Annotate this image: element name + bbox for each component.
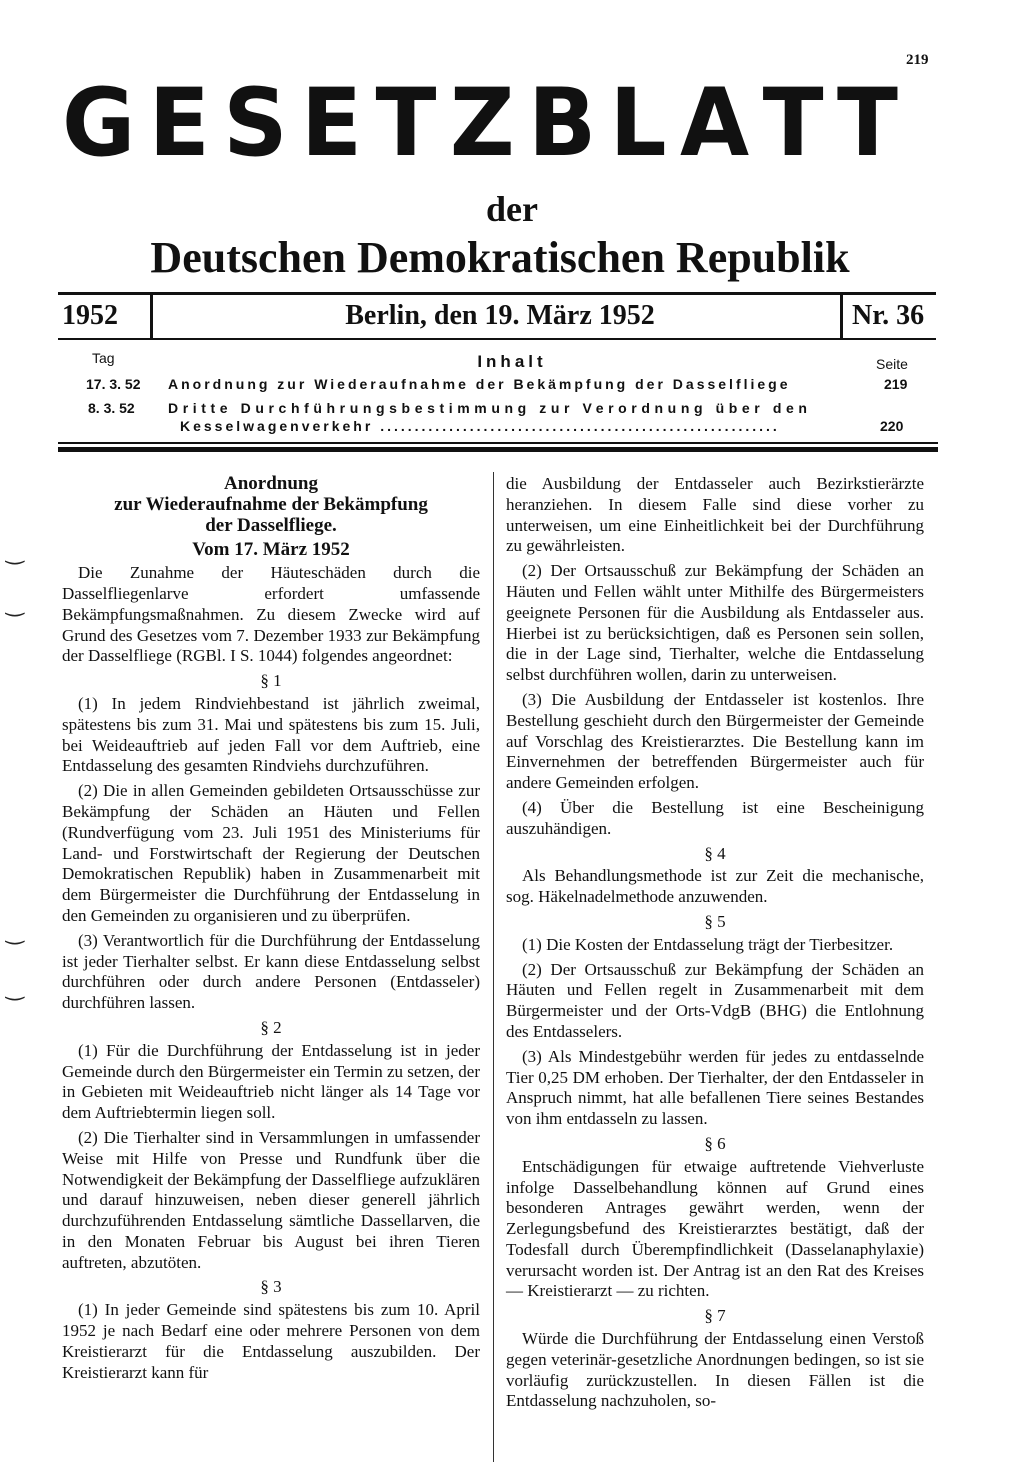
- margin-mark: ‿: [6, 540, 24, 565]
- masthead-letter: A: [680, 69, 750, 178]
- toc-rule-1: [58, 442, 938, 444]
- issue-rule-bottom: [58, 338, 936, 340]
- margin-mark: ‿: [6, 920, 24, 945]
- masthead-letter: S: [223, 69, 288, 178]
- masthead-letter: T: [375, 69, 437, 178]
- toc-entry-date: 8. 3. 52: [88, 400, 135, 416]
- toc-entry-date: 17. 3. 52: [86, 376, 141, 392]
- right-column: [506, 474, 924, 1416]
- paragraph: (3) Als Mindestgebühr werden für jedes zu entdasselnde Tier 0,25 DM erhoben. Der Tierhalter, der den Entdasseler in Anspruch nimmt, hat alle befallenen Tiere seines Bestandes von ihm entdasseln zu lassen.: [506, 1046, 924, 1129]
- margin-mark: ‿: [6, 592, 24, 617]
- margin-mark: ‿: [6, 976, 24, 1001]
- toc-entry-page: 220: [880, 418, 904, 434]
- column-divider: [493, 472, 494, 1462]
- left-column: [62, 474, 480, 1387]
- issue-divider-1: [150, 294, 153, 338]
- section-heading: § 7: [704, 1306, 726, 1326]
- ordinance-heading: zur Wiederaufnahme der Bekämpfung: [114, 493, 428, 515]
- issue-place-date: Berlin, den 19. März 1952: [345, 300, 655, 331]
- issue-number: Nr. 36: [852, 300, 925, 331]
- paragraph: (4) Über die Bestellung ist eine Bescheinigung auszuhändigen.: [506, 797, 924, 838]
- toc-title: Inhalt: [477, 352, 547, 371]
- toc-entry: [0, 400, 1024, 440]
- masthead-letter: L: [609, 69, 667, 178]
- masthead-letter: E: [301, 69, 363, 178]
- paragraph: (3) Verantwortlich für die Durchführung der Entdasselung ist jeder Tierhalter selbst. Er kann diese Entdasselung selbst durchführen oder durch andere Personen (Entdasseler) durchführen lassen.: [62, 930, 480, 1013]
- section-heading: § 1: [260, 671, 282, 691]
- paragraph: Entschädigungen für etwaige auftretende Viehverluste infolge Dasselbehandlung können auf Grund eines besonderen Antrages gewährt werden, wenn der Zerlegungsbefund des Kreistierarztes bestätigt, daß der Todesfall durch Überempfindlichkeit (Dasselanaphylaxie) verursacht worden ist. Der Antrag ist an den Rat des Kreises — Kreistierarzt — zu richten.: [506, 1156, 924, 1301]
- masthead-letter: E: [148, 69, 210, 178]
- paragraph: (1) In jeder Gemeinde sind spätestens bis zum 10. April 1952 je nach Bedarf eine oder mehrere Personen von dem Kreistierarzt für die Entdasselung auszubilden. Der Kreistierarzt kann für: [62, 1300, 480, 1382]
- ordinance-heading: der Dasselfliege.: [205, 514, 337, 536]
- toc-entry-text: Anordnung zur Wiederaufnahme der Bekämpfung der Dasselfliege: [168, 376, 791, 392]
- masthead-letter: G: [62, 69, 136, 178]
- masthead-title: [62, 69, 898, 178]
- section-heading: § 3: [260, 1277, 282, 1297]
- toc-col-page: Seite: [876, 356, 908, 372]
- paragraph: (1) In jedem Rindviehbestand ist jährlich zweimal, spätestens bis zum 31. Mai und spätestens bis zum 15. Juli, bei Weideauftrieb auf jeden Fall vor dem Auftrieb, eine Entdasselung des gesamten Rindviehs durchzuführen.: [62, 693, 480, 776]
- paragraph: (2) Die in allen Gemeinden gebildeten Ortsausschüsse zur Bekämpfung der Schäden an Häuten und Fellen (Rundverfügung vom 23. Juli 1951 des Ministeriums für Land- und Forstwirtschaft der Regierung der Deutschen Demokratischen Republik) haben in Zusammenarbeit mit dem Bürgermeister die Durchführung der Entdasselung in den Gemeinden zu organisieren und zu überprüfen.: [62, 781, 480, 925]
- section-heading: § 5: [704, 911, 726, 931]
- paragraph: die Ausbildung der Entdasseler auch Bezirkstierärzte heranziehen. In diesem Falle sind diese vorher zu unterweisen, um eine Einheitlichkeit bei der Durchführung zu gewährleisten.: [506, 474, 924, 556]
- masthead-letter: T: [836, 69, 898, 178]
- toc-entry-text: Dritte Durchführungsbestimmung zur Verordnung über den: [168, 400, 812, 416]
- paragraph: (1) Für die Durchführung der Entdasselung ist in jeder Gemeinde durch den Bürgermeister ein Termin zu setzen, der in Gebieten mit Weideauftrieb nicht länger als 14 Tage vor dem Auftriebtermin liegen soll.: [62, 1040, 480, 1123]
- section-heading: § 4: [704, 843, 726, 863]
- toc-entry: [0, 376, 1024, 396]
- paragraph: (2) Der Ortsausschuß zur Bekämpfung der Schäden an Häuten und Fellen wählt unter Mithilfe des Bürgermeisters geeignete Personen für die Ausbildung als Entdasseler aus. Hierbei ist zu berücksichtigen, daß es Personen sein sollen, die in der Lage sind, Tierhalter, welche die Entdasselung selbst durchführen wollen, darin zu unterweisen.: [506, 561, 924, 685]
- issue-year: 1952: [62, 300, 118, 331]
- section-heading: § 2: [260, 1017, 282, 1037]
- paragraph: (2) Der Ortsausschuß zur Bekämpfung der Schäden an Häuten und Fellen regelt in Zusammenarbeit mit dem Bürgermeister und der Orts-VdgB (BHG) die Entlohnung des Entdasselers.: [506, 959, 924, 1041]
- masthead-letter: Z: [449, 69, 515, 178]
- masthead-letter: B: [528, 69, 597, 178]
- paragraph: Die Zunahme der Häuteschäden durch die Dasselfliegenlarve erfordert umfassende Bekämpfungsmaßnahmen. Zu diesem Zwecke wird auf Grund des Gesetzes vom 7. Dezember 1933 zur Bekämpfung der Dasselfliege (RGBl. I S. 1044) folgendes angeordnet:: [62, 563, 480, 666]
- paragraph: (2) Die Tierhalter sind in Versammlungen in umfassender Weise mit Hilfe von Presse und Rundfunk über die Notwendigkeit der Bekämpfung der Dasselfliege aufzuklären und darauf hinzuweisen, neben dieser generell jährlich durchzuführenden Entdasselung sämtliche Dassellarven, die in den Monaten Februar bis August bei ihren Tieren auftreten, abzutöten.: [62, 1127, 480, 1272]
- issue-rule-top: [58, 292, 936, 295]
- ordinance-heading: Anordnung: [224, 473, 318, 494]
- toc-col-day: Tag: [92, 350, 115, 366]
- masthead-letter: T: [762, 69, 824, 178]
- paragraph: Würde die Durchführung der Entdasselung einen Verstoß gegen veterinär-gesetzliche Anordnungen bedingen, so ist sie vorläufig zurückzustellen. In diesen Fällen ist die Entdasselung nachzuholen, so-: [506, 1329, 924, 1411]
- paragraph: (3) Die Ausbildung der Entdasseler ist kostenlos. Ihre Bestellung geschieht durch den Bürgermeister der Gemeinde auf Vorschlag des Kreistierarztes. Die Bestellung kann im Einvernehmen der betreffenden Bürgermeister auch für andere Gemeinden erfolgen.: [506, 689, 924, 793]
- toc-rule-2: [58, 447, 938, 452]
- page-number: 219: [906, 52, 929, 68]
- paragraph: Als Behandlungsmethode ist zur Zeit die mechanische, sog. Häkelnadelmethode anzuwenden.: [506, 866, 924, 907]
- masthead-der: der: [486, 189, 538, 229]
- paragraph: (1) Die Kosten der Entdasselung trägt der Tierbesitzer.: [522, 934, 894, 954]
- section-heading: § 6: [704, 1133, 726, 1153]
- toc-entry-text-cont: Kesselwagenverkehr ..........................................................: [180, 418, 780, 434]
- masthead-republic: Deutschen Demokratischen Republik: [150, 233, 850, 282]
- ordinance-dateline: Vom 17. März 1952: [192, 539, 350, 561]
- toc-entry-page: 219: [884, 376, 908, 392]
- issue-divider-2: [840, 294, 843, 338]
